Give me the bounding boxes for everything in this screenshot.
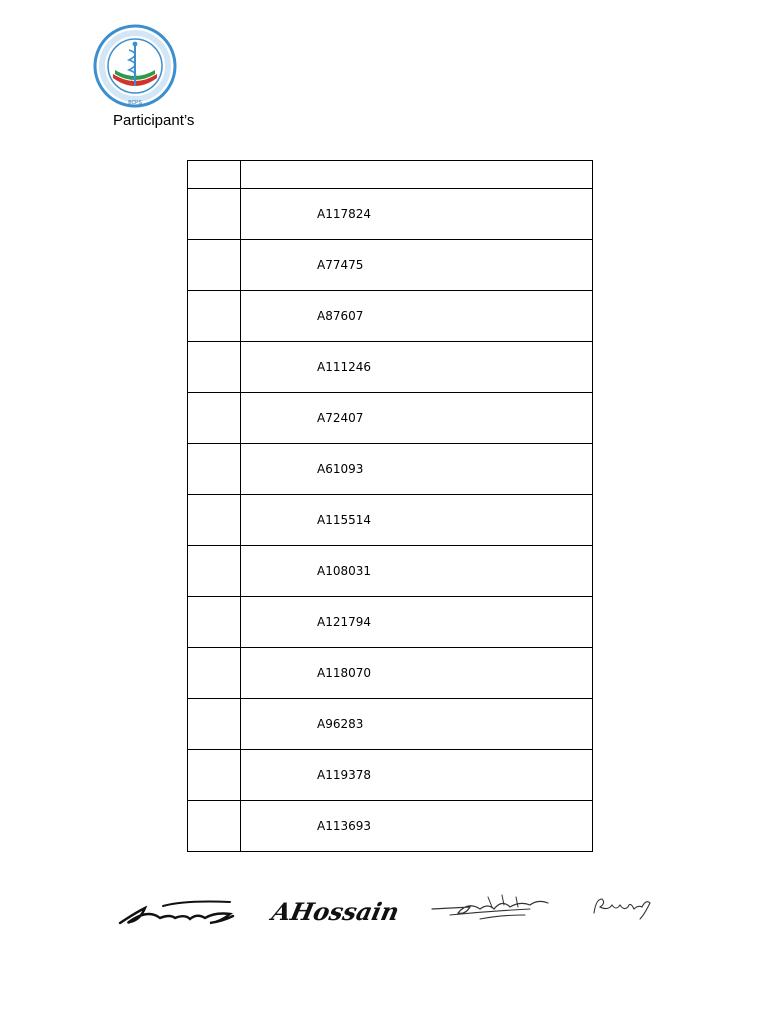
registration-number-cell: A111246 — [241, 342, 593, 393]
signature-3 — [430, 885, 555, 925]
registration-number-cell: A117824 — [241, 189, 593, 240]
table-row — [188, 189, 593, 240]
registration-number-cell: A119378 — [241, 750, 593, 801]
table-row — [188, 648, 593, 699]
table-row — [188, 597, 593, 648]
registration-number-cell: A113693 — [241, 801, 593, 852]
serial-cell — [188, 189, 241, 240]
registration-number-cell: A121794 — [241, 597, 593, 648]
table-row — [188, 801, 593, 852]
signature-1 — [115, 888, 240, 928]
signature-2 — [269, 890, 402, 930]
table-row — [188, 699, 593, 750]
college-seal-logo — [93, 24, 177, 108]
serial-cell — [188, 444, 241, 495]
table-header-row — [188, 161, 593, 189]
table-row — [188, 546, 593, 597]
registration-number-cell: A118070 — [241, 648, 593, 699]
table-row — [188, 495, 593, 546]
serial-cell — [188, 648, 241, 699]
table-row — [188, 393, 593, 444]
table-row — [188, 291, 593, 342]
registration-number-cell: A115514 — [241, 495, 593, 546]
serial-cell — [188, 597, 241, 648]
serial-cell — [188, 495, 241, 546]
registration-number-cell: A61093 — [241, 444, 593, 495]
table-row — [188, 342, 593, 393]
serial-cell — [188, 546, 241, 597]
table-row — [188, 240, 593, 291]
signatures-row — [110, 880, 670, 940]
signature-4 — [590, 885, 660, 920]
serial-cell — [188, 750, 241, 801]
participants-heading: Participant’s — [113, 112, 195, 129]
svg-text:BCPS: BCPS — [128, 100, 142, 106]
serial-cell — [188, 342, 241, 393]
header-cell-reg — [241, 161, 593, 189]
serial-cell — [188, 291, 241, 342]
header-cell-serial — [188, 161, 241, 189]
registration-number-cell: A87607 — [241, 291, 593, 342]
registration-number-cell: A96283 — [241, 699, 593, 750]
serial-cell — [188, 699, 241, 750]
table-row — [188, 750, 593, 801]
serial-cell — [188, 240, 241, 291]
svg-text:AHossain: AHossain — [269, 897, 402, 926]
table-row — [188, 444, 593, 495]
participants-table — [187, 160, 593, 852]
serial-cell — [188, 393, 241, 444]
registration-number-cell: A72407 — [241, 393, 593, 444]
registration-number-cell: A77475 — [241, 240, 593, 291]
registration-number-cell: A108031 — [241, 546, 593, 597]
serial-cell — [188, 801, 241, 852]
